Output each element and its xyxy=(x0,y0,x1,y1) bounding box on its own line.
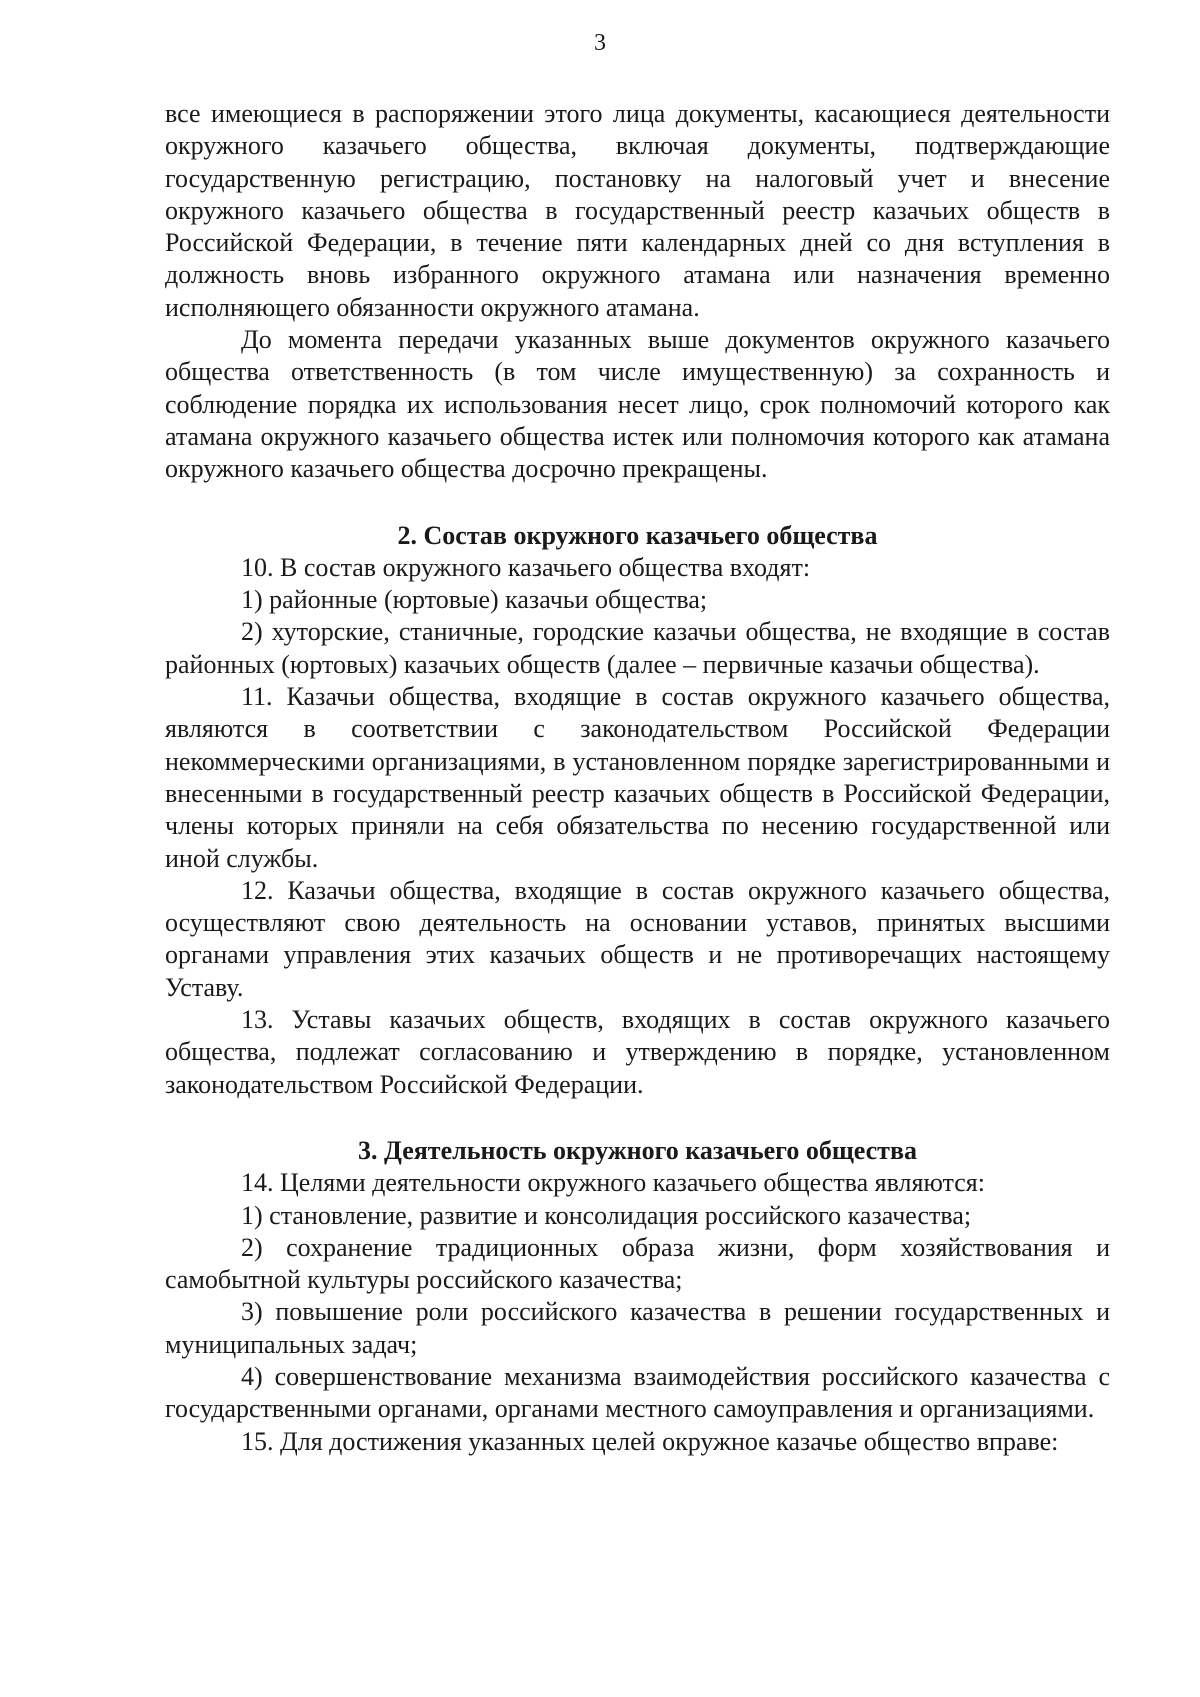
paragraph-14: 14. Целями деятельности окружного казачьего общества являются: xyxy=(241,1168,985,1198)
paragraph-13: 13. Уставы казачьих обществ, входящих в состав окружного казачьего общества, подлежат согласованию и утверждению в порядке, установленном законодательством Российской Федерации. xyxy=(165,1005,1110,1099)
paragraph-10: 10. В состав окружного казачьего общества входят: xyxy=(241,552,811,582)
paragraph-14-item-4: 4) совершенствование механизма взаимодействия российского казачества с государственными органами, органами местного самоуправления и организациями. xyxy=(165,1361,1110,1424)
paragraph-responsibility: До момента передачи указанных выше документов окружного казачьего общества ответственность (в том числе имущественную) за сохранность и соблюдение порядка их использования несет лицо, срок полномочий которого как атамана окружного казачьего общества истек или полномочия которого как атамана окружного казачьего общества досрочно прекращены. xyxy=(165,325,1110,484)
paragraph-10-item-1: 1) районные (юртовые) казачьи общества; xyxy=(241,585,708,615)
section-heading-composition: 2. Состав окружного казачьего общества xyxy=(397,520,878,550)
paragraph-continuation: все имеющиеся в распоряжении этого лица документы, касающиеся деятельности окружного казачьего общества, включая документы, подтверждающие государственную регистрацию, постановку на налоговый учет и внесение окружного казачьего общества в государственный реестр казачьих обществ в Российской Федерации, в течение пяти календарных дней со дня вступления в должность вновь избранного окружного атамана или назначения временно исполняющего обязанности окружного атамана. xyxy=(165,99,1110,322)
page-number: 3 xyxy=(594,30,606,56)
paragraph-14-item-2: 2) сохранение традиционных образа жизни, форм хозяйствования и самобытной культуры российского казачества; xyxy=(165,1232,1110,1295)
paragraph-12: 12. Казачьи общества, входящие в состав окружного казачьего общества, осуществляют свою деятельность на основании уставов, принятых высшими органами управления этих казачьих обществ и не противоречащих настоящему Уставу. xyxy=(165,875,1110,1002)
paragraph-14-item-3: 3) повышение роли российского казачества в решении государственных и муниципальных задач; xyxy=(165,1297,1110,1359)
paragraph-14-item-1: 1) становление, развитие и консолидация российского казачества; xyxy=(241,1200,972,1230)
paragraph-15: 15. Для достижения указанных целей окружное казачье общество вправе: xyxy=(241,1426,1059,1456)
section-heading-activity: 3. Деятельность окружного казачьего общества xyxy=(357,1135,917,1165)
paragraph-10-item-2: 2) хуторские, станичные, городские казачьи общества, не входящие в состав районных (юртовых) казачьих обществ (далее – первичные казачьи общества). xyxy=(165,617,1110,679)
paragraph-11: 11. Казачьи общества, входящие в состав окружного казачьего общества, являются в соответствии с законодательством Российской Федерации некоммерческими организациями, в установленном порядке зарегистрированными и внесенными в государственный реестр казачьих обществ в Российской Федерации, члены которых приняли на себя обязательства по несению государственной или иной службы. xyxy=(165,682,1110,873)
document-body xyxy=(165,98,1110,1458)
